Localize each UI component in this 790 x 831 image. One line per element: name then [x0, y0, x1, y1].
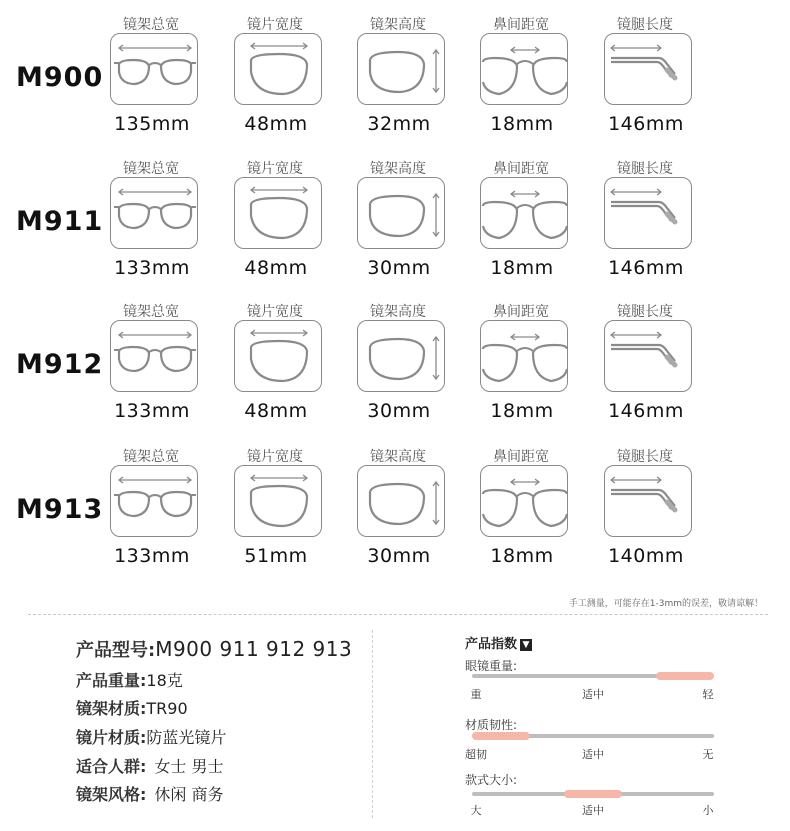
temple-length-icon [604, 177, 692, 249]
measure-caption: 镜腿长度 [617, 304, 673, 320]
measure-caption: 镜片宽度 [247, 17, 303, 33]
measure-cell [590, 158, 700, 298]
index-title [465, 633, 532, 652]
measure-caption: 镜片宽度 [247, 449, 303, 465]
measure-cell [466, 446, 576, 586]
spec-key: 镜架材质: [76, 699, 147, 718]
index-tick-label: 超韧 [465, 748, 487, 761]
model-row [0, 446, 790, 586]
measure-cell [466, 158, 576, 298]
measure-caption: 镜腿长度 [617, 17, 673, 33]
index-tick-label: 大 [470, 804, 482, 817]
total-width-glasses-icon [110, 33, 198, 105]
model-name: M900 [16, 62, 104, 93]
measure-cell [343, 301, 453, 441]
measure-value: 32mm [367, 113, 431, 135]
measure-cell [590, 301, 700, 441]
lens-width-icon [234, 33, 322, 105]
spec-row [76, 696, 188, 719]
temple-length-icon [604, 465, 692, 537]
measure-caption: 镜架总宽 [123, 17, 179, 33]
measure-cell [343, 158, 453, 298]
measure-caption: 镜片宽度 [247, 304, 303, 320]
total-width-glasses-icon [110, 465, 198, 537]
index-tick-label: 重 [470, 688, 482, 701]
model-row [0, 14, 790, 154]
index-fill [656, 672, 714, 680]
dropdown-badge-icon: ▼ [520, 639, 532, 651]
index-tick-label: 无 [702, 748, 714, 761]
bridge-width-icon [480, 177, 568, 249]
measure-value: 30mm [367, 545, 431, 567]
spec-row [76, 636, 352, 662]
spec-value: TR90 [146, 699, 188, 718]
measure-cell [96, 158, 206, 298]
measure-caption: 镜架高度 [370, 449, 426, 465]
measure-cell [96, 301, 206, 441]
measure-value: 146mm [608, 400, 684, 422]
measure-value: 18mm [490, 113, 554, 135]
index-fill [564, 790, 622, 798]
frame-height-icon [357, 33, 445, 105]
spec-row [76, 668, 183, 691]
measure-cell [343, 14, 453, 154]
temple-length-icon [604, 320, 692, 392]
measure-cell [466, 14, 576, 154]
measure-value: 135mm [114, 113, 190, 135]
model-name: M912 [16, 349, 104, 380]
measure-value: 133mm [114, 257, 190, 279]
total-width-glasses-icon [110, 177, 198, 249]
spec-key: 产品重量: [76, 671, 147, 690]
index-tick-label: 轻 [702, 688, 714, 701]
index-fill [472, 732, 530, 740]
measure-value: 30mm [367, 400, 431, 422]
measure-cell [220, 158, 330, 298]
index-tick-label: 适中 [582, 804, 604, 817]
lens-width-icon [234, 465, 322, 537]
spec-row [76, 782, 224, 805]
spec-value: 休闲 商务 [154, 785, 224, 804]
spec-key: 适合人群: [76, 757, 147, 776]
index-tick-label: 小 [702, 804, 714, 817]
measure-value: 48mm [244, 400, 308, 422]
column-divider [372, 630, 373, 818]
measure-value: 146mm [608, 113, 684, 135]
spec-value: 女士 男士 [154, 757, 224, 776]
index-label: 材质韧性: [465, 718, 518, 732]
index-label: 眼镜重量: [465, 659, 518, 673]
measure-value: 146mm [608, 257, 684, 279]
spec-key: 镜架风格: [76, 785, 147, 804]
measure-caption: 镜片宽度 [247, 161, 303, 177]
measure-cell [220, 301, 330, 441]
spec-value: M900 911 912 913 [155, 637, 353, 661]
spec-row [76, 754, 224, 777]
measure-caption: 鼻间距宽 [493, 449, 549, 465]
index-title-text: 产品指数 [465, 637, 518, 652]
measure-caption: 镜架总宽 [123, 161, 179, 177]
measure-caption: 鼻间距宽 [493, 304, 549, 320]
model-name: M913 [16, 494, 104, 525]
measure-cell [590, 446, 700, 586]
measure-value: 18mm [490, 257, 554, 279]
measure-value: 18mm [490, 400, 554, 422]
measure-caption: 鼻间距宽 [493, 17, 549, 33]
model-name: M911 [16, 206, 104, 237]
index-tick-label: 适中 [582, 688, 604, 701]
section-divider [28, 614, 768, 615]
measure-caption: 镜腿长度 [617, 161, 673, 177]
index-label: 款式大小: [465, 773, 518, 787]
spec-key: 产品型号: [76, 640, 156, 661]
lens-width-icon [234, 177, 322, 249]
frame-height-icon [357, 177, 445, 249]
measure-value: 48mm [244, 257, 308, 279]
bridge-width-icon [480, 465, 568, 537]
measure-caption: 镜架高度 [370, 17, 426, 33]
bridge-width-icon [480, 33, 568, 105]
bridge-width-icon [480, 320, 568, 392]
spec-value: 防蓝光镜片 [146, 728, 227, 747]
spec-key: 镜片材质: [76, 728, 147, 747]
measure-value: 18mm [490, 545, 554, 567]
measure-caption: 镜架高度 [370, 304, 426, 320]
measure-value: 140mm [608, 545, 684, 567]
measure-caption: 镜架高度 [370, 161, 426, 177]
measure-cell [220, 14, 330, 154]
spec-value: 18克 [146, 671, 183, 690]
total-width-glasses-icon [110, 320, 198, 392]
measure-caption: 镜腿长度 [617, 449, 673, 465]
frame-height-icon [357, 320, 445, 392]
index-tick-label: 适中 [582, 748, 604, 761]
spec-row [76, 725, 226, 748]
index-track [472, 674, 714, 678]
measurement-note: 手工测量，可能存在1-3mm的误差，敬请谅解！ [568, 599, 763, 609]
model-row [0, 158, 790, 298]
index-track [472, 734, 714, 738]
index-track [472, 792, 714, 796]
measure-value: 51mm [244, 545, 308, 567]
measure-caption: 鼻间距宽 [493, 161, 549, 177]
measure-caption: 镜架总宽 [123, 449, 179, 465]
measure-value: 30mm [367, 257, 431, 279]
measure-cell [96, 446, 206, 586]
measure-cell [343, 446, 453, 586]
measure-cell [96, 14, 206, 154]
measure-value: 133mm [114, 400, 190, 422]
measure-cell [590, 14, 700, 154]
measure-value: 48mm [244, 113, 308, 135]
frame-height-icon [357, 465, 445, 537]
model-row [0, 301, 790, 441]
temple-length-icon [604, 33, 692, 105]
measure-caption: 镜架总宽 [123, 304, 179, 320]
measure-cell [466, 301, 576, 441]
measure-value: 133mm [114, 545, 190, 567]
lens-width-icon [234, 320, 322, 392]
measure-cell [220, 446, 330, 586]
